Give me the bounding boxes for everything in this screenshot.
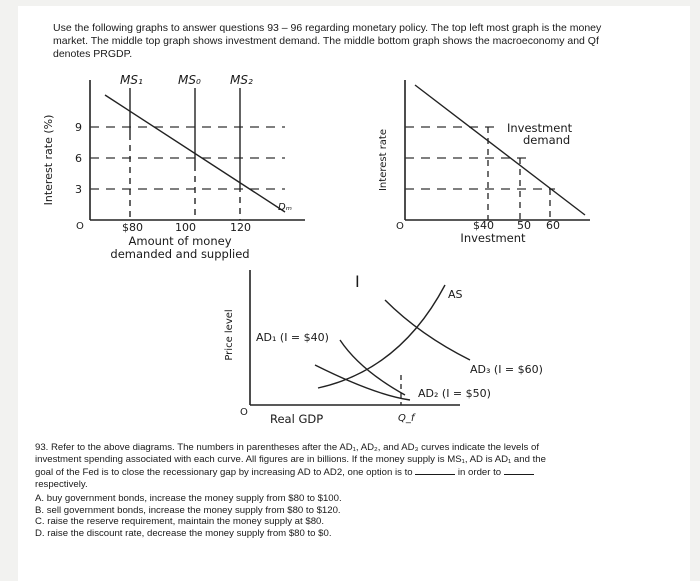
answer-options — [35, 493, 342, 539]
x-tick-80: $80 — [122, 221, 143, 234]
investment-demand-curve — [415, 85, 585, 215]
intro-line: denotes PRGDP. — [53, 48, 133, 60]
qf-label: Q_f — [398, 413, 415, 424]
ad1-curve — [340, 340, 405, 395]
money-market-x-label-1: Amount of money — [128, 234, 232, 248]
text-cursor-icon: I — [355, 272, 360, 291]
investment-x-label: Investment — [460, 231, 526, 245]
aggregate-supply-curve — [318, 285, 445, 388]
answer-blank-2 — [504, 465, 534, 475]
question-line: 93. Refer to the above diagrams. The numbers in parentheses after the AD₁, AD₂, and AD₃ curves indicate the levels of — [35, 442, 539, 453]
question-line: investment spending associated with each curve. All figures are in billions. If the money supply is MS₁, AD is AD₁ and the — [35, 453, 546, 465]
inv-tick-40: $40 — [473, 219, 494, 232]
money-demand-label: Dₘ — [278, 202, 292, 213]
ms0-label: MS₀ — [178, 73, 201, 87]
macro-x-label: Real GDP — [270, 412, 324, 426]
investment-origin: O — [396, 221, 404, 232]
ad3-label: AD₃ (I = $60) — [470, 363, 543, 376]
ms2-label: MS₂ — [230, 73, 253, 87]
investment-y-axis-label: Interest rate — [378, 128, 389, 192]
investment-graph — [378, 80, 590, 245]
option-d[interactable]: D. raise the discount rate, decrease the money supply from $80 to $0. — [35, 527, 332, 539]
money-market-graph — [42, 73, 305, 261]
ad2-curve-lower — [315, 365, 410, 400]
option-c[interactable]: C. raise the reserve requirement, maintain the money supply at $80. — [35, 516, 325, 528]
question-93 — [35, 442, 660, 490]
question-line — [35, 465, 660, 479]
ad1-label: AD₁ (I = $40) — [256, 331, 329, 344]
intro-line: market. The middle top graph shows investment demand. The middle bottom graph shows the macroeconomy and Qf — [53, 35, 599, 47]
macro-graph — [224, 270, 543, 426]
money-market-x-label-2: demanded and supplied — [110, 247, 250, 261]
money-market-y-axis-label: Interest rate (%) — [42, 114, 55, 206]
intro-line: Use the following graphs to answer questions 93 – 96 regarding monetary policy. The top left most graph is the money — [53, 22, 602, 34]
answer-blank-1 — [415, 465, 455, 475]
money-market-origin: O — [76, 221, 84, 232]
y-tick-3: 3 — [75, 183, 82, 196]
as-label: AS — [448, 288, 463, 301]
y-tick-9: 9 — [75, 121, 82, 134]
question-line-part: in order to — [457, 467, 502, 479]
ad2-label: AD₂ (I = $50) — [418, 387, 491, 400]
option-a[interactable]: A. buy government bonds, increase the money supply from $80 to $100. — [35, 493, 342, 504]
macro-y-axis-label: Price level — [224, 309, 235, 361]
question-line: respectively. — [35, 478, 88, 490]
inv-tick-50: 50 — [517, 219, 531, 232]
investment-demand-label-1: Investment — [507, 121, 573, 135]
ad3-curve — [385, 300, 470, 360]
macro-origin: O — [240, 407, 248, 418]
x-tick-120: 120 — [230, 221, 251, 234]
question-line-part: goal of the Fed is to close the recessionary gap by increasing AD to AD2, one option is to — [35, 467, 413, 479]
inv-tick-60: 60 — [546, 219, 560, 232]
ms1-label: MS₁ — [120, 73, 143, 87]
investment-demand-label-2: demand — [523, 133, 571, 147]
y-tick-6: 6 — [75, 152, 82, 165]
option-b[interactable]: B. sell government bonds, increase the money supply from $80 to $120. — [35, 504, 341, 516]
x-tick-100: 100 — [175, 221, 196, 234]
